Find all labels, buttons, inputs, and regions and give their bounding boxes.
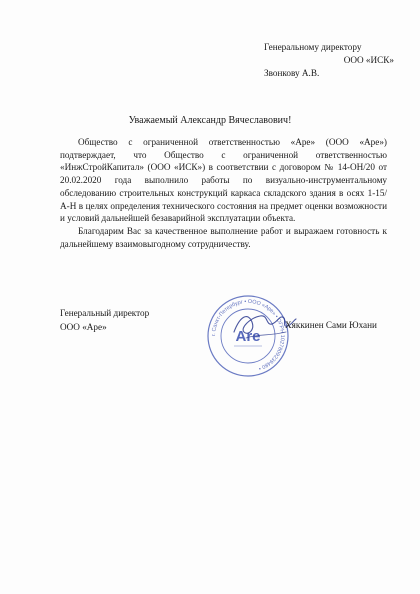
stamp-ring-text: г. Санкт-Петербург • ООО «Аре» • ОГРН 1027809239480 •: [210, 298, 286, 372]
signatory-position: Генеральный директор: [60, 308, 150, 318]
addressee-name: Звонкову А.В.: [264, 68, 320, 78]
addressee-position: Генеральному директору: [264, 42, 362, 52]
body-paragraph: Общество с ограниченной ответственностью «Аре» (ООО «Аре») подтверждает, что Общество с ограниченной ответственностью «ИнжСтройКапитал» (ООО «ИСК») в соответствии с договором № 14-ОН/20 от 20.02.2020 года выполнило работы по визуально-инструментальному обследованию строительных конструкций каркаса складского здания в осях 1-15/А-Н в целях определения технического состояния на предмет оценки возможности и условий дальнейшей безаварийной эксплуатации объекта.: [60, 137, 387, 224]
signatory-company: ООО «Аре»: [60, 322, 107, 332]
letter-greeting: Уважаемый Александр Вячеславович!: [128, 115, 292, 126]
letter-body: [60, 136, 387, 250]
signatory-name: Хяккинен Сами Юхани: [285, 320, 377, 330]
signatory-block: [60, 306, 149, 334]
stamp-logo-text: Are: [235, 328, 261, 345]
addressee-block: [264, 41, 394, 80]
body-paragraph: Благодарим Вас за качественное выполнение работ и выражаем готовность к дальнейшему взаимовыгодному сотрудничеству.: [60, 225, 387, 249]
addressee-company: ООО «ИСК»: [343, 55, 394, 65]
